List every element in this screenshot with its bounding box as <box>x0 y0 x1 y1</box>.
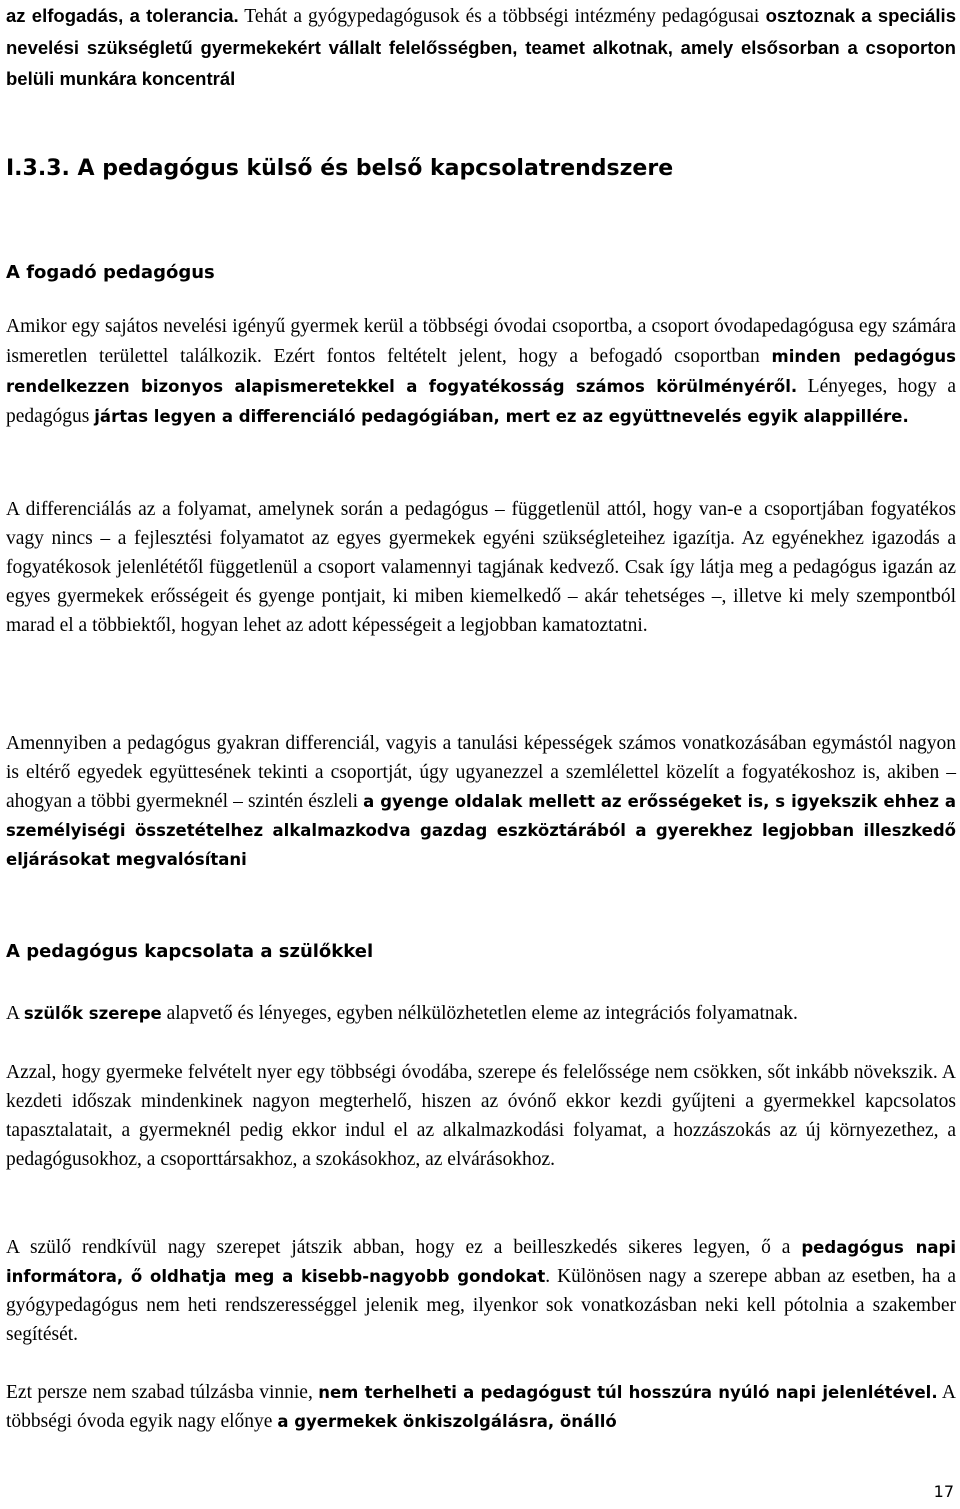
paragraph-tolerance <box>6 0 956 94</box>
paragraph-differentiation: A differenciálás az a folyamat, amelynek során a pedagógus – függetlenül attól, hogy van-e a csoportjában fogyatékos vagy nincs – a fejlesztési folyamatot az egyes gyermekek egyéni szükségleteihez igazítja. Az egyénekhez igazodás a fogyatékosok jelenlététől függetlenül a csoport valamennyi tagjának kedvező. Csak így látja meg a pedagógus igazán az egyes gyermekek erősségeit és gyenge pontjait, ki miben kiemelkedő – akár tehetséges –, illetve ki mely szempontból marad el a többiektől, hogyan lehet az adott képességeit a legjobban kamatoztatni. <box>6 499 956 636</box>
bold-text: minden pedagógus rendelkezzen bizonyos alapismeretekkel a fogyatékosság számos körülményéről. <box>6 347 957 396</box>
subheading-parents: A pedagógus kapcsolata a szülőkkel <box>6 941 374 962</box>
bold-text: osztoznak a speciális nevelési szükségletű gyermekekért vállalt felelősségben, teamet alkotnak, amely elsősorban a csoporton belüli munkára koncentrál <box>6 5 956 89</box>
bold-text: szülők szerepe <box>23 1004 162 1023</box>
paragraph-admission: Azzal, hogy gyermeke felvételt nyer egy többségi óvodába, szerepe és felelőssége nem csökken, sőt inkább növekszik. A kezdeti időszak mindenkinek nagyon megterhelő, hiszen az óvónő ekkor kezdi gyűjteni a gyermekkel kapcsolatos tapasztalatait, a gyermeknél pedig ekkor indul el az alkalmazkodási folyamat, a hozzászokás az új környezethez, a pedagógusokhoz, a csoporttársakhoz, a szokásokhoz, az elvárásokhoz. <box>6 1062 956 1170</box>
paragraph-parent-informant <box>6 1233 956 1349</box>
bold-lead: az elfogadás, a tolerancia. <box>6 5 239 26</box>
section-heading: I.3.3. A pedagógus külső és belső kapcsolatrendszere <box>6 156 674 181</box>
plain-text: alapvető és lényeges, egyben nélkülözhetetlen eleme az integrációs folyamatnak. <box>161 1003 798 1024</box>
plain-text: . Különösen nagy a szerepe abban az esetben, ha a gyógypedagógus nem heti rendszerességgel jelenik meg, ilyenkor sok vonatkozásban neki kell pótolnia a szakember segítését. <box>6 1266 956 1345</box>
paragraph-receiving-teacher <box>6 312 956 432</box>
plain-text: Tehát a gyógypedagógusok és a többségi intézmény pedagógusai <box>238 6 760 27</box>
paragraph-parents-role <box>6 999 956 1028</box>
subheading-receiving-teacher: A fogadó pedagógus <box>6 262 215 283</box>
plain-text: Amennyiben a pedagógus gyakran differenciál, vagyis a tanulási képességek számos vonatkozásában egymástól nagyon is eltérő egyedek együttesének tekinti a csoportját, úgy ugyanezzel a szemlélettel közelít a fogyatékoshoz is, akiben – ahogyan a többi gyermeknél – szintén észleli <box>6 733 956 812</box>
bold-text: nem terhelheti a pedagógust túl hosszúra nyúló napi jelenlétével. <box>318 1383 938 1402</box>
bold-text: a gyenge oldalak mellett az erősségeket is, s igyekszik ehhez a személyiségi összetételhez alkalmazkodva gazdag eszköztárából a gyerekhez legjobban illeszkedő eljárásokat megvalósítani <box>6 792 957 869</box>
paragraph-moderation <box>6 1378 956 1436</box>
paragraph-differentiation-approach <box>6 729 956 874</box>
plain-text: A <box>6 1003 24 1024</box>
plain-text: Ezt persze nem szabad túlzásba vinnie, <box>6 1382 319 1403</box>
bold-text: jártas legyen a differenciáló pedagógiában, mert ez az együttnevelés egyik alappillére. <box>94 407 909 426</box>
plain-text: A szülő rendkívül nagy szerepet játszik abban, hogy ez a beilleszkedés sikeres legyen, ő a <box>6 1237 802 1258</box>
bold-text: a gyermekek önkiszolgálásra, önálló <box>277 1412 617 1431</box>
bold-text: pedagógus napi informátora, ő oldhatja meg a kisebb-nagyobb gondokat <box>6 1238 956 1286</box>
page-number: 17 <box>933 1482 954 1501</box>
plain-text: A többségi óvoda egyik nagy előnye <box>6 1382 956 1432</box>
plain-text: Lényeges, hogy a pedagógus <box>6 376 957 427</box>
plain-text: Amikor egy sajátos nevelési igényű gyermek kerül a többségi óvodai csoportba, a csoport óvodapedagógusa egy számára ismeretlen területtel találkozik. Ezért fontos feltételt jelent, hogy a befogadó csoportban <box>6 316 956 367</box>
